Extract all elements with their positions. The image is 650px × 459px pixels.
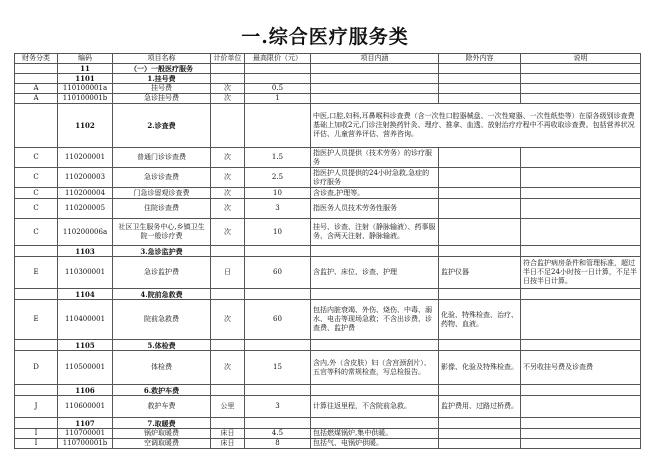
header-max-price: 最高限价（元） [245,54,311,64]
row-note [521,199,641,219]
table-row [15,257,641,289]
section-row [15,385,641,396]
row-price: 1.5 [245,148,311,168]
row-note: 符合监护病房条件和管理标准，超过半日不足24小时按一日计算，不足半日按半日计算。 [521,257,641,289]
row-content [311,289,439,300]
section-row [15,74,641,84]
section-row [15,246,641,257]
row-note: 不另收挂号费及诊查费 [521,351,641,385]
row-exclude [439,385,521,396]
section-code: 1106 [58,385,113,396]
row-unit [211,418,245,429]
row-code: 110600001 [58,396,113,418]
row-content: 含内,外（含皮肤）妇（含宫颈刮片）、五官等科的常规检查，写总检报告。 [311,351,439,385]
header-exclusions: 除外内容 [439,54,521,64]
row-price: 4.5 [245,429,311,439]
section-code: 1105 [58,340,113,351]
row-exclude [439,148,521,168]
section-code: 1107 [58,418,113,429]
table-row [15,351,641,385]
table-row [15,148,641,168]
row-item-name: 急诊挂号费 [113,94,211,104]
row-exclude [439,219,521,246]
row-unit [211,385,245,396]
row-content: 计算往返里程，不含院前急救。 [311,396,439,418]
header-item-name: 项目名称 [113,54,211,64]
row-content [311,94,439,104]
row-exclude [439,199,521,219]
row-code: 110500001 [58,351,113,385]
row-price: 60 [245,257,311,289]
row-code: 110300001 [58,257,113,289]
row-category [15,64,58,74]
row-exclude: 化验、特殊检查、治疗、药物、血液。 [439,300,521,340]
row-exclude [439,84,521,94]
row-item-name: 院前急救费 [113,300,211,340]
row-content: 指医护人员提供（技术劳务）的诊疗服务 [311,148,439,168]
row-exclude [439,94,521,104]
section-row [15,340,641,351]
row-price [245,74,311,84]
row-unit [211,289,245,300]
row-exclude: 监护费用、过路过桥费。 [439,396,521,418]
row-category [15,418,58,429]
row-category: E [15,257,58,289]
row-code: 110100001a [58,84,113,94]
row-content [311,74,439,84]
row-note [521,74,641,84]
row-item-name: 体检费 [113,351,211,385]
row-category: D [15,351,58,385]
row-category [15,385,58,396]
row-unit: 次 [211,168,245,188]
header-row [15,54,641,64]
row-exclude [439,439,521,449]
row-content: 指医护人员提供的24小时急救,急症的诊疗服务 [311,168,439,188]
row-content: 含诊查,护理等。 [311,188,439,199]
row-category [15,289,58,300]
row-content [311,340,439,351]
section-name: 3.急诊监护费 [113,246,211,257]
row-exclude [439,246,521,257]
row-price: 1 [245,94,311,104]
header-code: 编码 [58,54,113,64]
row-content: 含监护、床位、诊查、护理 [311,257,439,289]
row-category: C [15,219,58,246]
row-price [245,64,311,74]
row-code: 110200006a [58,219,113,246]
section-name: 2.诊查费 [113,104,211,148]
row-unit [211,74,245,84]
row-unit: 日 [211,257,245,289]
row-content: 包括气、电锅炉供暖。 [311,439,439,449]
row-unit: 次 [211,94,245,104]
section-code: 11 [58,64,113,74]
row-item-name: 社区卫生服务中心,乡镇卫生院一般诊疗费 [113,219,211,246]
row-unit: 次 [211,148,245,168]
row-item-name: 锅炉取暖费 [113,429,211,439]
row-item-name: 挂号费 [113,84,211,94]
row-content [311,385,439,396]
row-unit: 次 [211,219,245,246]
table-row [15,219,641,246]
section-row [15,64,641,74]
row-price: 2.5 [245,168,311,188]
row-exclude [439,74,521,84]
row-unit: 次 [211,188,245,199]
row-code: 110200005 [58,199,113,219]
row-category [15,246,58,257]
table-row [15,94,641,104]
row-unit: 次 [211,199,245,219]
row-code: 110100001b [58,94,113,104]
row-unit: 公里 [211,396,245,418]
row-note [521,396,641,418]
section-code: 1103 [58,246,113,257]
row-content [311,84,439,94]
section-row [15,418,641,429]
section-code: 1101 [58,74,113,84]
row-category: A [15,94,58,104]
row-price: 3 [245,396,311,418]
header-unit: 计价单位 [211,54,245,64]
row-price: 0.5 [245,84,311,94]
row-content: 包括内脏衰竭、外伤、烧伤、中毒、溺水、电击等现场急救；不含出诊费、诊查费、监护费 [311,300,439,340]
row-category: I [15,429,58,439]
section-row [15,104,641,148]
page-title: 一.综合医疗服务类 [241,26,409,48]
row-code: 110700001b [58,439,113,449]
section-name: （一）一般医疗服务 [113,64,211,74]
row-price [245,340,311,351]
row-unit: 床日 [211,439,245,449]
table-row [15,439,641,449]
row-price: 10 [245,188,311,199]
row-price: 8 [245,439,311,449]
row-code: 110700001 [58,429,113,439]
row-note [521,429,641,439]
row-price [245,418,311,429]
row-note [521,289,641,300]
row-price: 60 [245,300,311,340]
section-name: 5.体检费 [113,340,211,351]
row-note [521,246,641,257]
section-content: 中医,口腔,妇科,耳鼻喉科诊查费（含一次性口腔器械盘、一次性窥器、一次性纸垫等）在原各级别诊查费基础上加收2元,门诊注射换药针灸、理疗、推拿、血透、放射治疗疗程中不再收取诊查费。包括营养状况评估、儿童营养评估、营养咨询。 [311,104,641,148]
row-exclude [439,289,521,300]
row-code: 110200004 [58,188,113,199]
row-unit: 次 [211,84,245,94]
row-item-name: 急诊监护费 [113,257,211,289]
row-code: 110400001 [58,300,113,340]
table-row [15,396,641,418]
row-exclude [439,418,521,429]
row-category: C [15,199,58,219]
header-notes: 说明 [521,54,641,64]
row-category [15,340,58,351]
row-note [521,418,641,429]
row-note [521,300,641,340]
section-code: 1104 [58,289,113,300]
row-price: 3 [245,199,311,219]
row-note [521,64,641,74]
row-exclude [439,429,521,439]
row-category: J [15,396,58,418]
row-code: 110200003 [58,168,113,188]
row-unit: 次 [211,300,245,340]
row-category: C [15,148,58,168]
row-item-name: 住院诊查费 [113,199,211,219]
row-note [521,188,641,199]
row-item-name: 急诊诊查费 [113,168,211,188]
row-unit [211,340,245,351]
row-item-name: 空调取暖费 [113,439,211,449]
fee-table [14,53,641,449]
row-exclude: 影像、化验及特殊检查。 [439,351,521,385]
row-category: A [15,84,58,94]
row-content: 挂号、诊查、注射（静脉输液）、药事服务、含两天注射、静脉输液。 [311,219,439,246]
section-name: 6.救护车费 [113,385,211,396]
row-price: 10 [245,219,311,246]
row-item-name: 门急诊留观诊查费 [113,188,211,199]
row-note [521,168,641,188]
row-exclude [439,64,521,74]
row-note [521,84,641,94]
row-note [521,340,641,351]
section-code: 1102 [58,104,113,148]
row-note [521,148,641,168]
table-row [15,84,641,94]
row-exclude [439,168,521,188]
row-unit [211,64,245,74]
row-exclude [439,188,521,199]
row-content [311,418,439,429]
table-row [15,188,641,199]
row-unit [211,104,245,148]
row-price [245,246,311,257]
row-note [521,219,641,246]
row-code: 110200001 [58,148,113,168]
row-note [521,385,641,396]
table-row [15,300,641,340]
section-name: 1.挂号费 [113,74,211,84]
row-unit: 次 [211,351,245,385]
row-category: E [15,300,58,340]
row-price [245,289,311,300]
row-category: I [15,439,58,449]
row-unit: 床日 [211,429,245,439]
row-unit [211,246,245,257]
row-note [521,94,641,104]
row-note [521,439,641,449]
header-content: 项目内涵 [311,54,439,64]
section-name: 4.院前急救费 [113,289,211,300]
row-category [15,74,58,84]
row-content: 指医务人员技术劳务性服务 [311,199,439,219]
header-category: 财务分类 [15,54,58,64]
section-name: 7.取暖费 [113,418,211,429]
row-content [311,64,439,74]
row-item-name: 救护车费 [113,396,211,418]
row-content [311,246,439,257]
section-row [15,289,641,300]
table-row [15,168,641,188]
row-price: 15 [245,351,311,385]
row-exclude: 监护仪器 [439,257,521,289]
row-content: 包括燃煤锅炉,集中供暖。 [311,429,439,439]
table-row [15,429,641,439]
row-price [245,104,311,148]
row-price [245,385,311,396]
row-item-name: 普通门诊诊查费 [113,148,211,168]
row-category: C [15,168,58,188]
table-row [15,199,641,219]
row-category: C [15,188,58,199]
row-category [15,104,58,148]
row-exclude [439,340,521,351]
